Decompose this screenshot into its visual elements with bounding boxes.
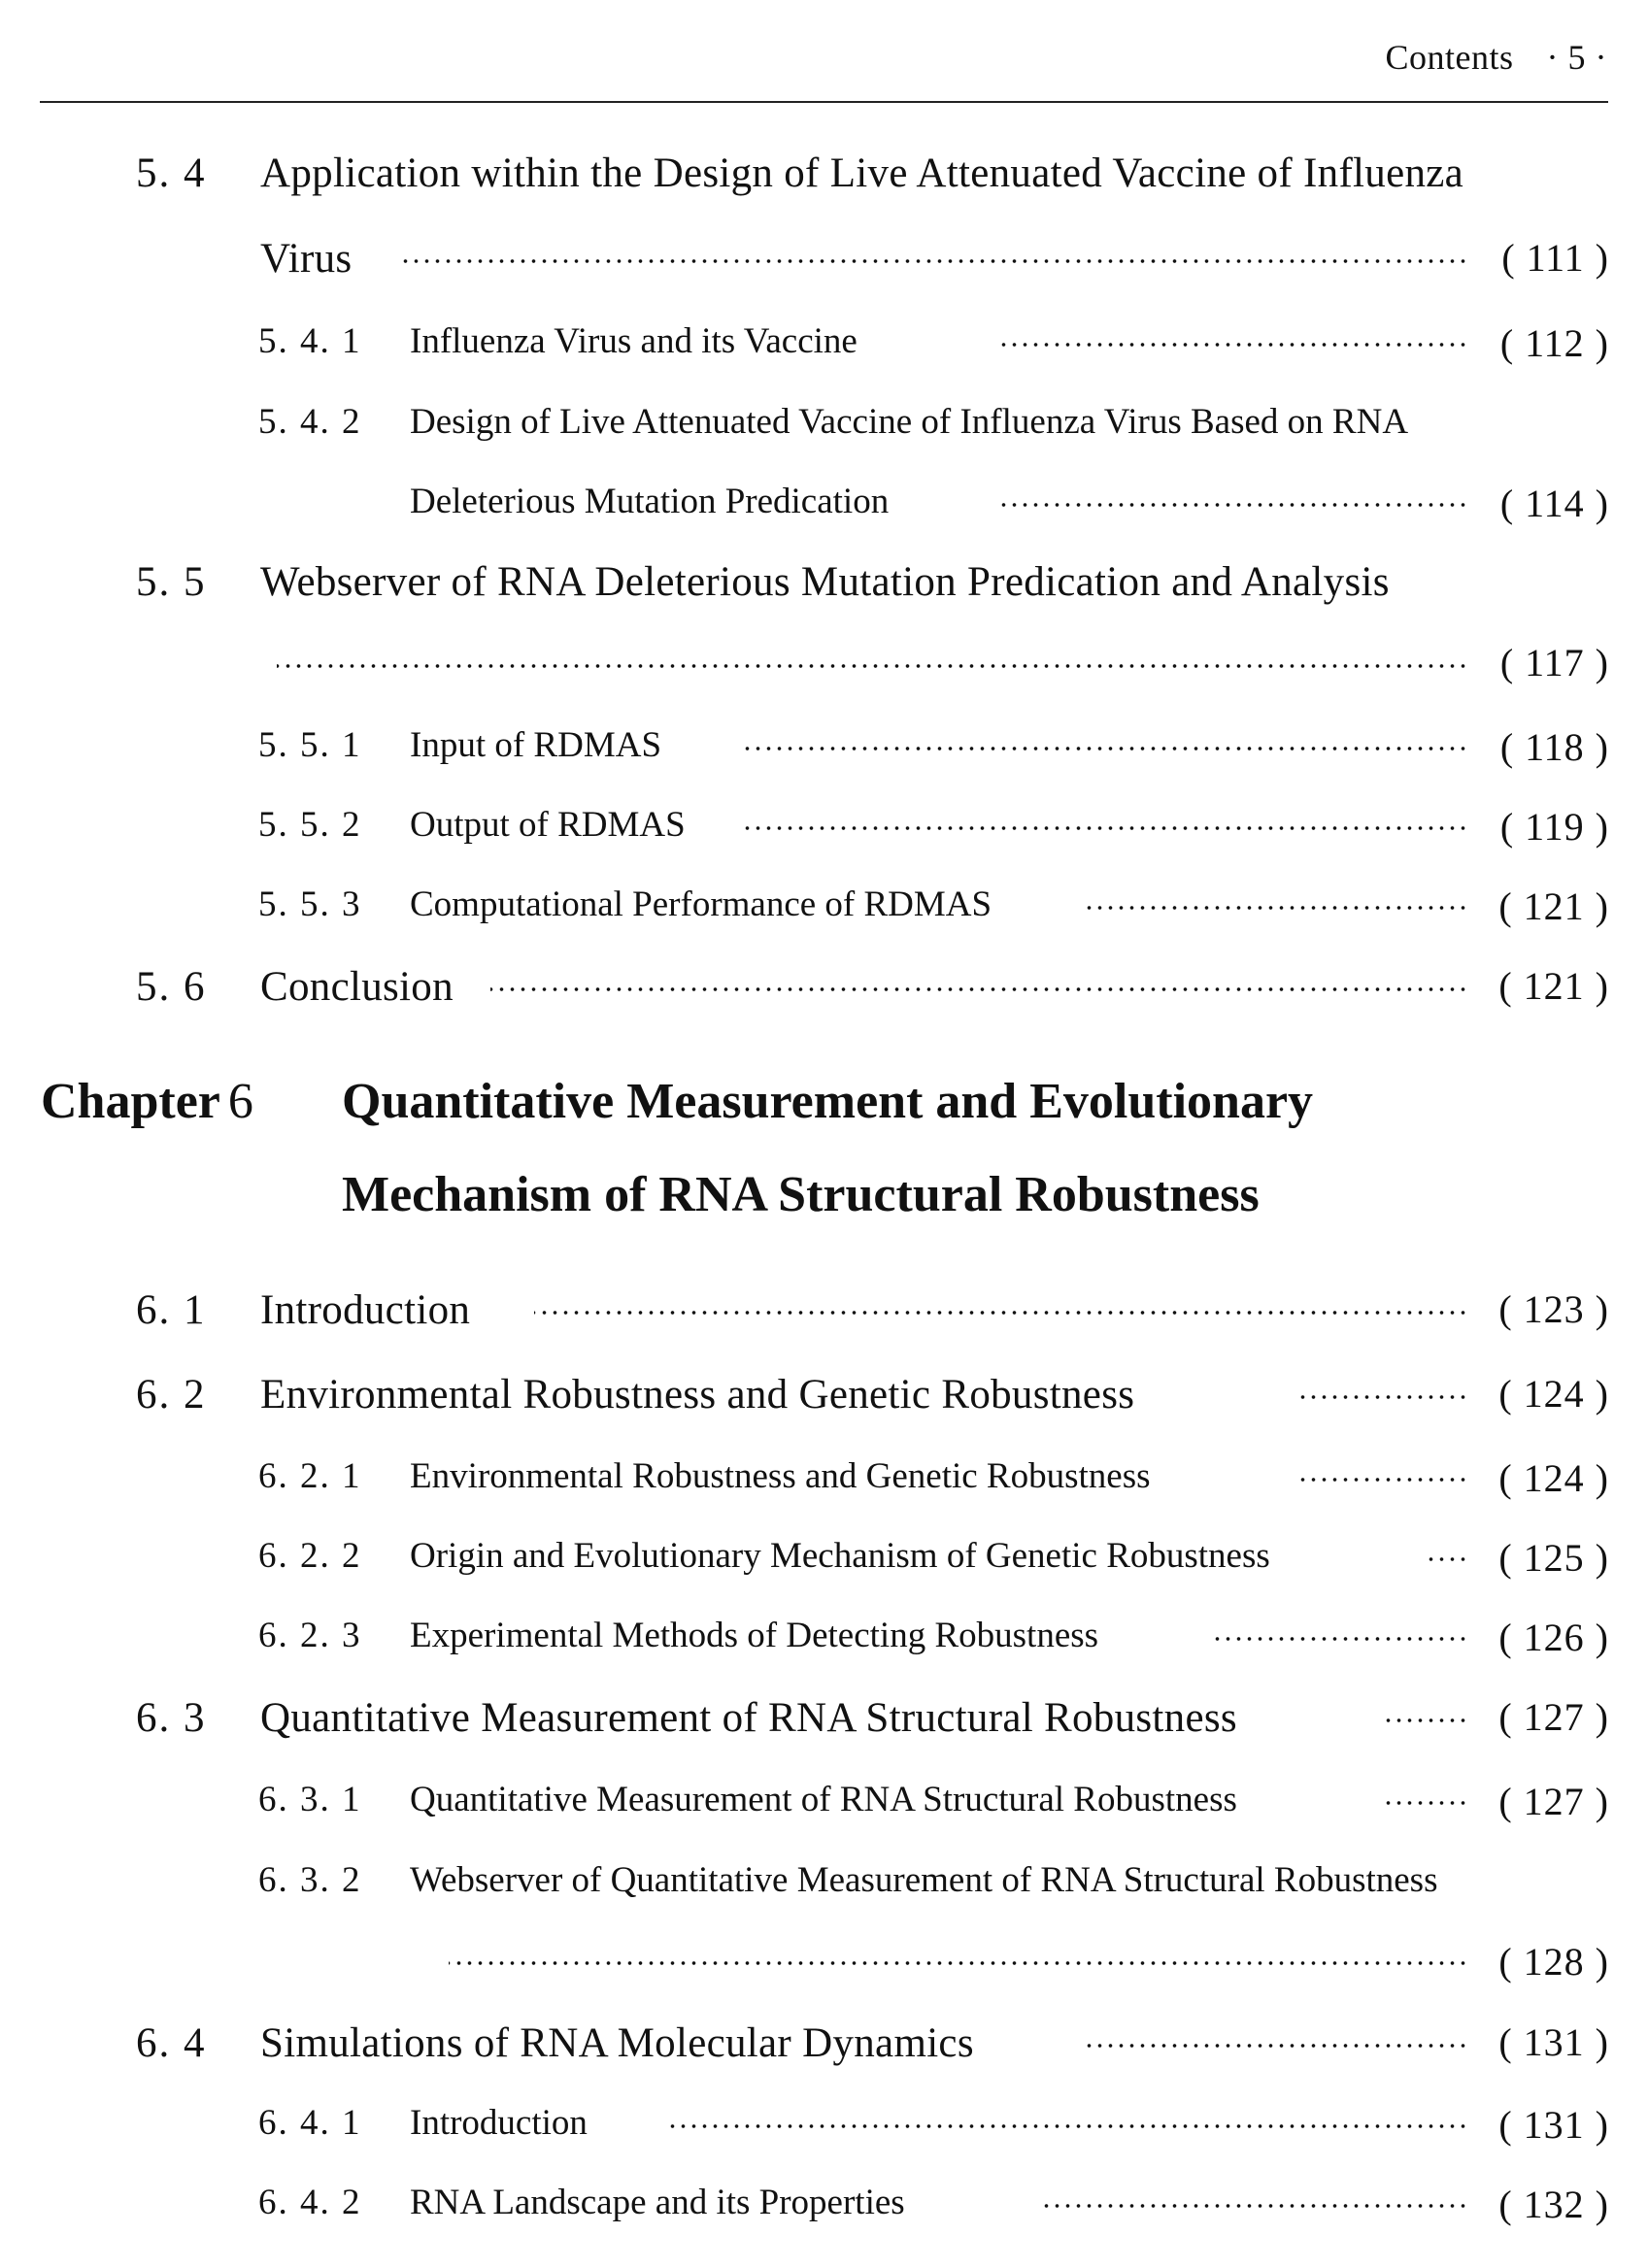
toc-entry-5-4-2[interactable] — [0, 399, 1648, 457]
toc-entry-6-2-1[interactable] — [0, 1453, 1648, 1512]
page-ref[interactable]: ( 119 ) — [1499, 805, 1609, 849]
dot-leader — [1425, 1554, 1468, 1564]
dot-leader — [1296, 1475, 1468, 1484]
toc-entry-5-4-cont[interactable] — [0, 233, 1648, 291]
section-number: 5. 6 — [136, 964, 207, 1010]
page-ref[interactable]: ( 121 ) — [1498, 964, 1609, 1008]
toc-entry-5-4-1[interactable] — [0, 318, 1648, 377]
dot-leader — [449, 1958, 1468, 1968]
toc-entry-6-2-2[interactable] — [0, 1533, 1648, 1591]
page-ref[interactable]: ( 112 ) — [1499, 321, 1609, 365]
dot-leader — [743, 823, 1468, 833]
section-number: 5. 4 — [136, 150, 207, 196]
chapter-number: 6 — [227, 1074, 253, 1129]
section-number: 6. 2. 3 — [258, 1616, 362, 1655]
toc-entry-6-3-2[interactable] — [0, 1857, 1648, 1916]
page-ref[interactable]: ( 131 ) — [1498, 2103, 1609, 2147]
dot-leader — [1086, 2041, 1468, 2051]
section-number: 5. 5. 3 — [258, 884, 362, 924]
page-ref[interactable]: ( 124 ) — [1498, 1456, 1609, 1500]
section-number: 6. 4 — [136, 2020, 207, 2066]
page-ref[interactable]: ( 124 ) — [1498, 1372, 1609, 1416]
section-number: 6. 3 — [136, 1695, 207, 1741]
section-title[interactable]: Quantitative Measurement of RNA Structural Robustness — [260, 1695, 1237, 1741]
toc-entry-5-5-2[interactable] — [0, 802, 1648, 860]
section-title[interactable]: Webserver of Quantitative Measurement of RNA Structural Robustness — [410, 1860, 1438, 1900]
page-ref[interactable]: ( 111 ) — [1501, 236, 1609, 280]
dot-leader — [1044, 2201, 1468, 2211]
toc-entry-6-1[interactable] — [0, 1284, 1648, 1343]
page-ref[interactable]: ( 127 ) — [1498, 1780, 1609, 1823]
section-number: 5. 5 — [136, 559, 207, 605]
section-title[interactable]: Simulations of RNA Molecular Dynamics — [260, 2020, 974, 2066]
dot-leader — [1000, 500, 1468, 510]
section-number: 6. 2. 1 — [258, 1456, 362, 1496]
section-number: 5. 4. 2 — [258, 402, 362, 442]
dot-leader — [400, 256, 1468, 266]
toc-entry-5-4-2-cont[interactable] — [0, 479, 1648, 537]
section-title[interactable]: Environmental Robustness and Genetic Robustness — [260, 1372, 1135, 1418]
section-number: 6. 2 — [136, 1372, 207, 1418]
page-ref[interactable]: ( 127 ) — [1498, 1695, 1609, 1739]
dot-leader — [1000, 340, 1468, 350]
section-title[interactable]: Computational Performance of RDMAS — [410, 884, 992, 924]
chapter-title-line2[interactable]: Mechanism of RNA Structural Robustness — [342, 1167, 1260, 1222]
section-number: 6. 4. 2 — [258, 2183, 362, 2222]
dot-leader — [1296, 1392, 1468, 1402]
page-ref[interactable]: ( 114 ) — [1499, 482, 1609, 525]
dot-leader — [665, 2121, 1468, 2131]
section-number: 6. 1 — [136, 1287, 207, 1333]
section-title[interactable]: Application within the Design of Live Attenuated Vaccine of Influenza — [260, 150, 1464, 196]
section-number: 5. 5. 2 — [258, 805, 362, 845]
page-ref[interactable]: ( 123 ) — [1498, 1287, 1609, 1331]
section-title[interactable]: Output of RDMAS — [410, 805, 686, 845]
section-title-cont[interactable]: Deleterious Mutation Predication — [410, 482, 890, 521]
section-title[interactable]: Webserver of RNA Deleterious Mutation Predication and Analysis — [260, 559, 1390, 605]
page-ref[interactable]: ( 117 ) — [1499, 641, 1609, 684]
running-header-title: Contents — [1385, 38, 1514, 77]
section-number: 5. 4. 1 — [258, 321, 362, 361]
page-ref[interactable]: ( 132 ) — [1498, 2183, 1609, 2226]
toc-entry-6-2-3[interactable] — [0, 1613, 1648, 1671]
page-ref[interactable]: ( 128 ) — [1498, 1940, 1609, 1984]
section-title[interactable]: Introduction — [410, 2103, 588, 2143]
section-title[interactable]: Introduction — [260, 1287, 471, 1333]
section-title[interactable]: Influenza Virus and its Vaccine — [410, 321, 858, 361]
dot-leader — [1212, 1634, 1468, 1644]
section-title[interactable]: Conclusion — [260, 964, 454, 1010]
section-number: 6. 4. 1 — [258, 2103, 362, 2143]
dot-leader — [490, 984, 1468, 994]
dot-leader — [277, 661, 1468, 671]
page-ref[interactable]: ( 131 ) — [1498, 2020, 1609, 2064]
toc-entry-6-4-1[interactable] — [0, 2100, 1648, 2158]
toc-entry-5-5-1[interactable] — [0, 722, 1648, 781]
section-title[interactable]: Design of Live Attenuated Vaccine of Influenza Virus Based on RNA — [410, 402, 1409, 442]
section-number: 6. 2. 2 — [258, 1536, 362, 1576]
dot-leader — [534, 1308, 1468, 1317]
page-ref[interactable]: ( 121 ) — [1498, 884, 1609, 928]
dot-leader — [1384, 1798, 1468, 1808]
chapter-label — [41, 1073, 253, 1130]
running-header — [1386, 37, 1608, 78]
section-title[interactable]: Input of RDMAS — [410, 725, 662, 765]
toc-entry-6-4[interactable] — [0, 2018, 1648, 2076]
page-ref[interactable]: ( 126 ) — [1498, 1616, 1609, 1659]
page-ref[interactable]: ( 125 ) — [1498, 1536, 1609, 1580]
page-ref[interactable]: ( 118 ) — [1499, 725, 1609, 769]
section-number: 5. 5. 1 — [258, 725, 362, 765]
toc-entry-6-3-2-cont[interactable] — [0, 1937, 1648, 1995]
dot-leader — [1086, 903, 1468, 913]
dot-leader — [1384, 1716, 1468, 1725]
toc-entry-6-4-2[interactable] — [0, 2180, 1648, 2238]
toc-entry-5-5[interactable] — [0, 556, 1648, 615]
section-number: 6. 3. 1 — [258, 1780, 362, 1819]
chapter-title-line1[interactable]: Quantitative Measurement and Evolutionary — [342, 1074, 1314, 1129]
section-number: 6. 3. 2 — [258, 1860, 362, 1900]
section-title[interactable]: Origin and Evolutionary Mechanism of Genetic Robustness — [410, 1536, 1270, 1576]
toc-entry-5-6[interactable] — [0, 961, 1648, 1019]
section-title-cont[interactable]: Virus — [260, 236, 353, 282]
section-title[interactable]: Environmental Robustness and Genetic Robustness — [410, 1456, 1151, 1496]
header-rule — [40, 101, 1608, 103]
toc-entry-5-5-cont[interactable] — [0, 638, 1648, 696]
toc-entry-5-5-3[interactable] — [0, 882, 1648, 940]
page-number: · 5 · — [1546, 38, 1607, 77]
section-title[interactable]: RNA Landscape and its Properties — [410, 2183, 905, 2222]
section-title[interactable]: Quantitative Measurement of RNA Structural Robustness — [410, 1780, 1237, 1819]
toc-entry-6-2[interactable] — [0, 1369, 1648, 1427]
toc-entry-6-3-1[interactable] — [0, 1777, 1648, 1835]
dot-leader — [743, 744, 1468, 753]
chapter-word: Chapter — [41, 1074, 220, 1129]
toc-entry-6-3[interactable] — [0, 1692, 1648, 1751]
toc-entry-5-4[interactable] — [0, 148, 1648, 206]
section-title[interactable]: Experimental Methods of Detecting Robustness — [410, 1616, 1099, 1655]
